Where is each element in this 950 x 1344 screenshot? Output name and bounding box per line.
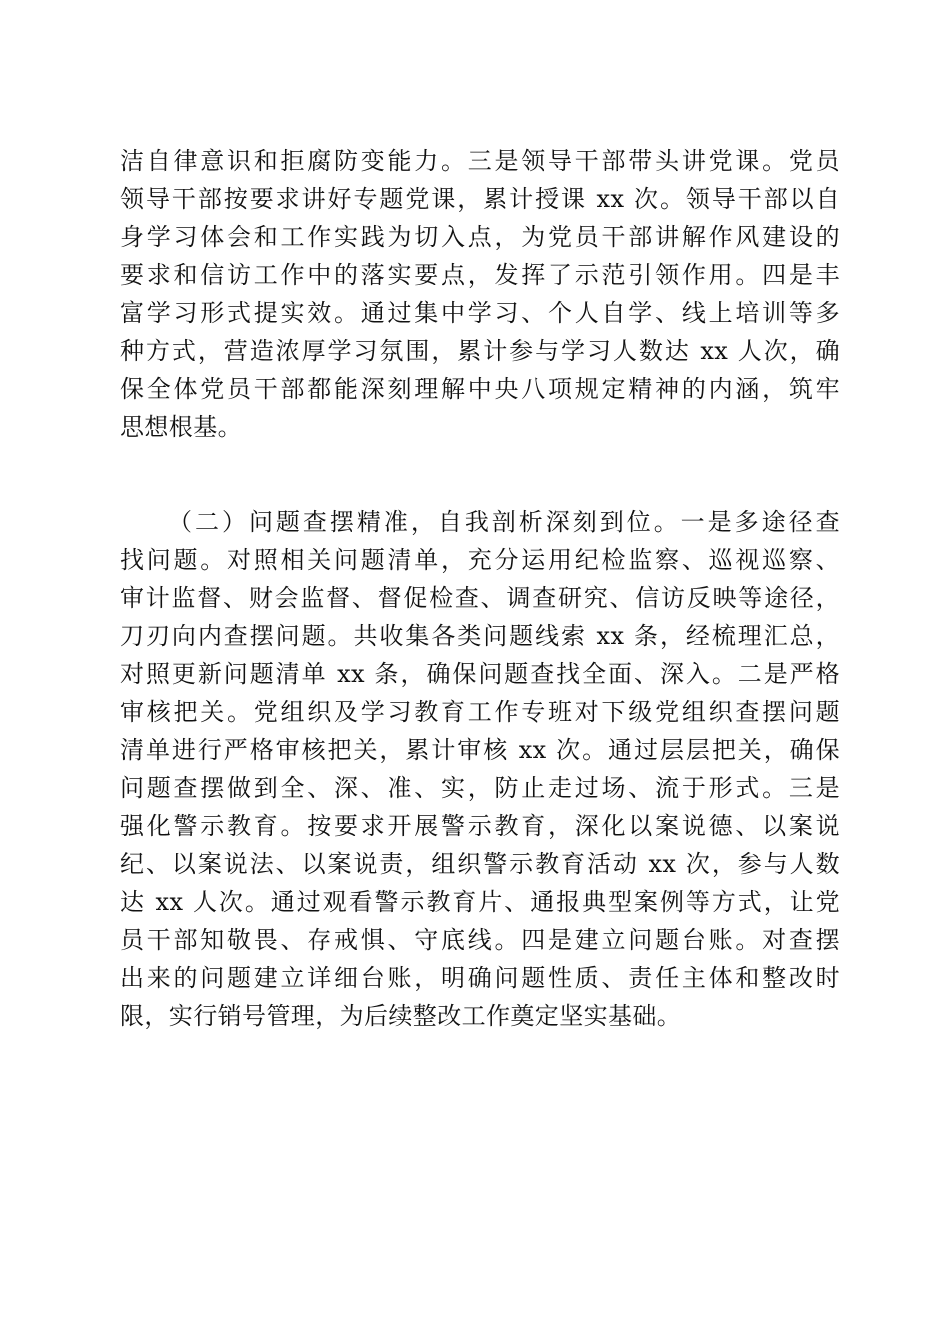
text-line: 审计监督、财会监督、督促检查、调查研究、信访反映等途径， [120, 584, 840, 612]
text-line: 审核把关。党组织及学习教育工作专班对下级党组织查摆问题 [120, 698, 840, 726]
paragraph-problem-finding [120, 503, 840, 1035]
text-line: 强化警示教育。按要求开展警示教育，深化以案说德、以案说 [120, 812, 840, 840]
text-line: 要求和信访工作中的落实要点，发挥了示范引领作用。四是丰 [120, 261, 840, 289]
text-line: 对照更新问题清单 xx 条，确保问题查找全面、深入。二是严格 [120, 660, 840, 688]
text-line: 洁自律意识和拒腐防变能力。三是领导干部带头讲党课。党员 [120, 147, 840, 175]
text-line: 种方式，营造浓厚学习氛围，累计参与学习人数达 xx 人次，确 [120, 337, 840, 365]
text-line: 员干部知敬畏、存戒惧、守底线。四是建立问题台账。对查摆 [120, 926, 840, 954]
section-heading-line: （二）问题查摆精准，自我剖析深刻到位。一是多途径查 [168, 508, 840, 536]
text-line: 身学习体会和工作实践为切入点，为党员干部讲解作风建设的 [120, 223, 840, 251]
text-line: 问题查摆做到全、深、准、实，防止走过场、流于形式。三是 [120, 774, 840, 802]
text-line: 思想根基。 [120, 413, 242, 441]
text-line: 富学习形式提实效。通过集中学习、个人自学、线上培训等多 [120, 299, 840, 327]
text-line: 清单进行严格审核把关，累计审核 xx 次。通过层层把关，确保 [120, 736, 840, 764]
text-line: 纪、以案说法、以案说责，组织警示教育活动 xx 次，参与人数 [120, 850, 840, 878]
text-line: 出来的问题建立详细台账，明确问题性质、责任主体和整改时 [120, 964, 840, 992]
text-line: 达 xx 人次。通过观看警示教育片、通报典型案例等方式，让党 [120, 888, 840, 916]
text-line: 刀刃向内查摆问题。共收集各类问题线索 xx 条，经梳理汇总， [120, 622, 840, 650]
text-line: 限，实行销号管理，为后续整改工作奠定坚实基础。 [120, 1002, 682, 1030]
text-line: 保全体党员干部都能深刻理解中央八项规定精神的内涵，筑牢 [120, 375, 840, 403]
text-line: 找问题。对照相关问题清单，充分运用纪检监察、巡视巡察、 [120, 546, 840, 574]
text-line: 领导干部按要求讲好专题党课，累计授课 xx 次。领导干部以自 [120, 185, 840, 213]
paragraph-study-education [120, 142, 840, 446]
